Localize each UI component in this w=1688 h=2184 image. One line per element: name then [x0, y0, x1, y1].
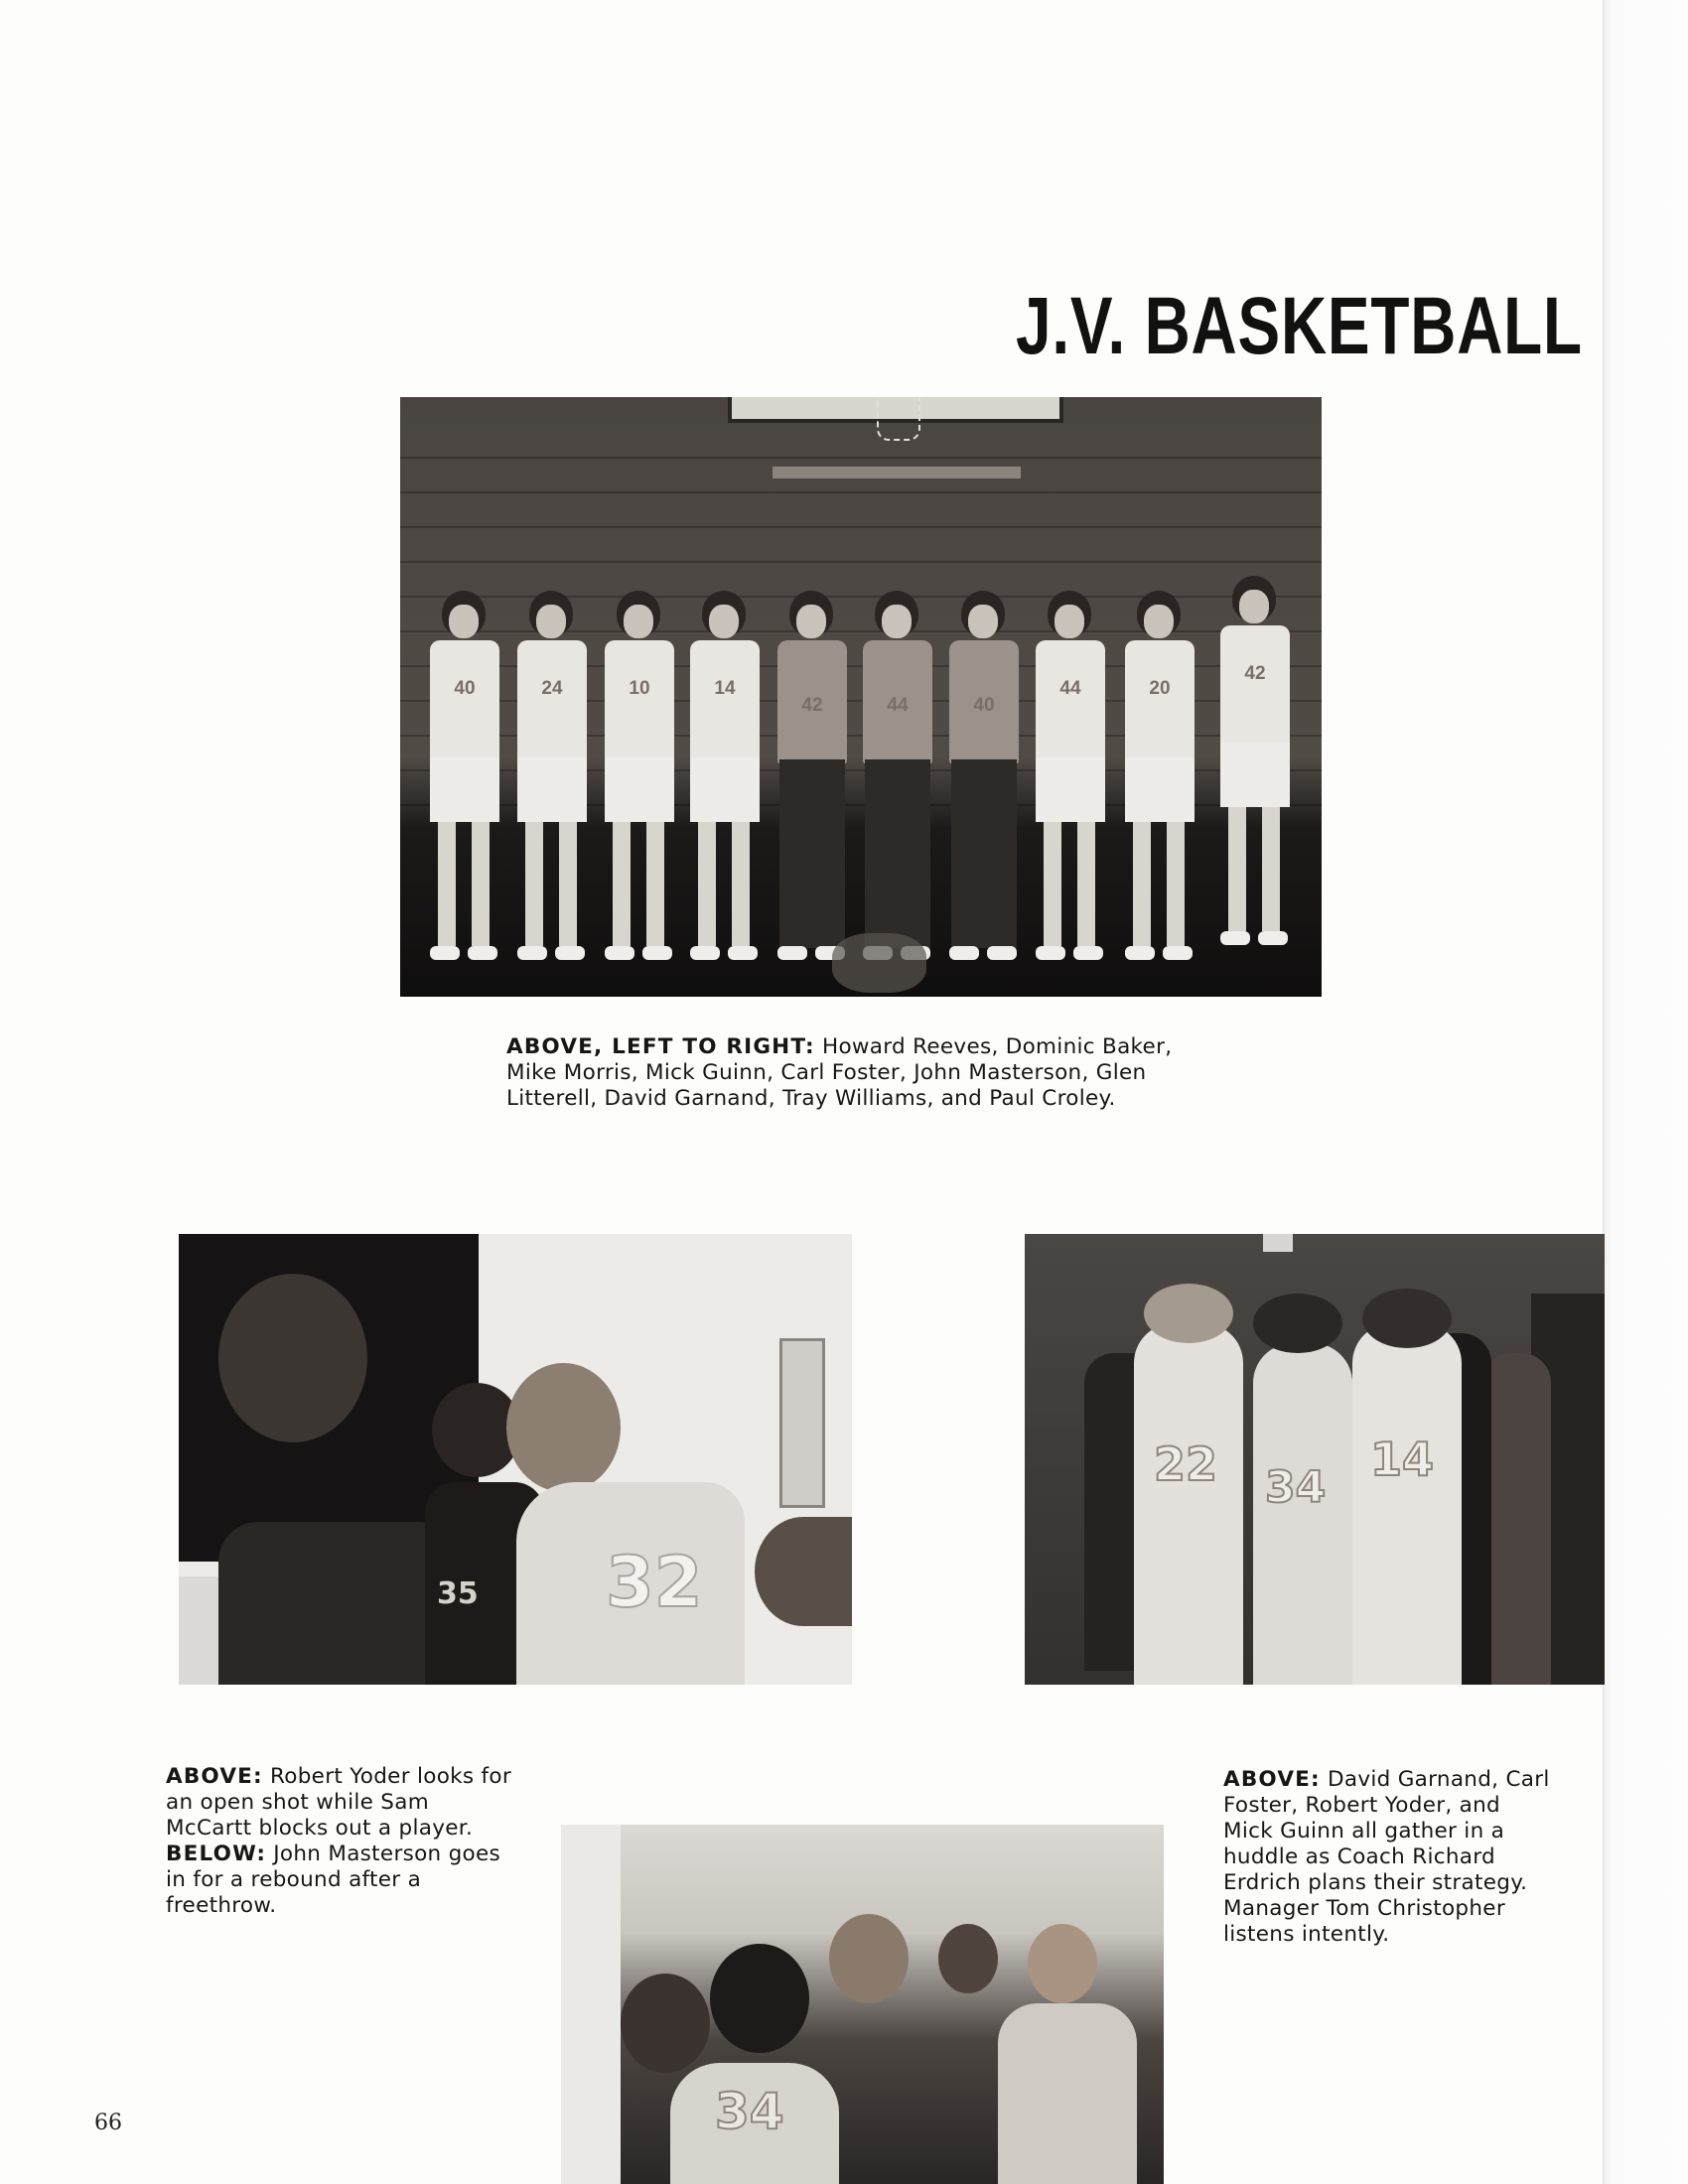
- jersey-number: 40: [454, 678, 476, 699]
- manager: [1481, 1353, 1551, 1685]
- caption-lead: BELOW:: [166, 1842, 267, 1866]
- backboard-bracket: [773, 467, 1021, 478]
- player-dark-jersey-back: [218, 1274, 367, 1442]
- team-player: [770, 591, 855, 988]
- action-captions: [166, 1764, 513, 1919]
- jersey-number: 44: [1059, 678, 1081, 699]
- jersey-number: 40: [973, 695, 995, 716]
- team-player: [1028, 591, 1113, 988]
- caption-text: John Masterson goes in for a rebound after a freethrow.: [166, 1842, 501, 1918]
- action-photo: [179, 1234, 852, 1685]
- huddle-photo: [1025, 1234, 1605, 1685]
- page-title: J.V. BASKETBALL: [1016, 281, 1583, 371]
- jersey-number: 14: [714, 678, 736, 699]
- team-player: [597, 591, 682, 988]
- jersey-number: 10: [629, 678, 650, 699]
- team-player: [1117, 591, 1202, 988]
- jersey-number: 34: [1265, 1462, 1327, 1513]
- team-player: [1212, 576, 1298, 973]
- caption-text: David Garnand, Carl Foster, Robert Yoder, and Mick Guinn all gather in a huddle as Coach Richard Erdrich plans their strategy. Manager Tom Christopher listens intently.: [1223, 1767, 1550, 1947]
- rebound-photo: [561, 1825, 1164, 2184]
- jersey-number: 42: [801, 695, 823, 716]
- team-player: [509, 591, 595, 988]
- caption-lead: ABOVE:: [1223, 1767, 1321, 1792]
- player-32: [506, 1363, 621, 1492]
- jersey-number: 20: [1149, 678, 1171, 699]
- jersey-number: 24: [541, 678, 563, 699]
- jersey-number: 32: [606, 1542, 703, 1623]
- team-player: [682, 591, 768, 988]
- floor-logo: [832, 933, 926, 993]
- jersey-number: 22: [1154, 1437, 1218, 1491]
- jersey-number: 14: [1370, 1433, 1435, 1486]
- exit-sign: [1263, 1234, 1293, 1252]
- team-photo-caption: [506, 1034, 1201, 1112]
- team-player: [941, 591, 1027, 988]
- page-number: 66: [94, 2111, 122, 2135]
- caption-text: Howard Reeves, Dominic Baker, Mike Morris, Mick Guinn, Carl Foster, John Masterson, Glen Litterell, David Garnand, Tray Williams, and Paul Croley.: [506, 1034, 1173, 1111]
- caption-lead: ABOVE:: [166, 1764, 263, 1789]
- jersey-number: 44: [887, 695, 909, 716]
- basket-net: [877, 397, 920, 441]
- team-photo: [400, 397, 1322, 997]
- caption-text: Robert Yoder looks for an open shot while Sam McCartt blocks out a player.: [166, 1764, 512, 1841]
- team-player: [855, 591, 940, 988]
- below-caption: [166, 1842, 513, 1919]
- jersey-number: 35: [437, 1576, 479, 1611]
- page-edge: [1603, 0, 1688, 2184]
- huddle-photo-caption: [1223, 1767, 1556, 1948]
- jersey-number: 42: [1244, 663, 1266, 684]
- jersey-number: 34: [715, 2083, 784, 2140]
- caption-lead: ABOVE, LEFT TO RIGHT:: [506, 1034, 815, 1059]
- team-player: [422, 591, 507, 988]
- above-caption: [166, 1764, 513, 1842]
